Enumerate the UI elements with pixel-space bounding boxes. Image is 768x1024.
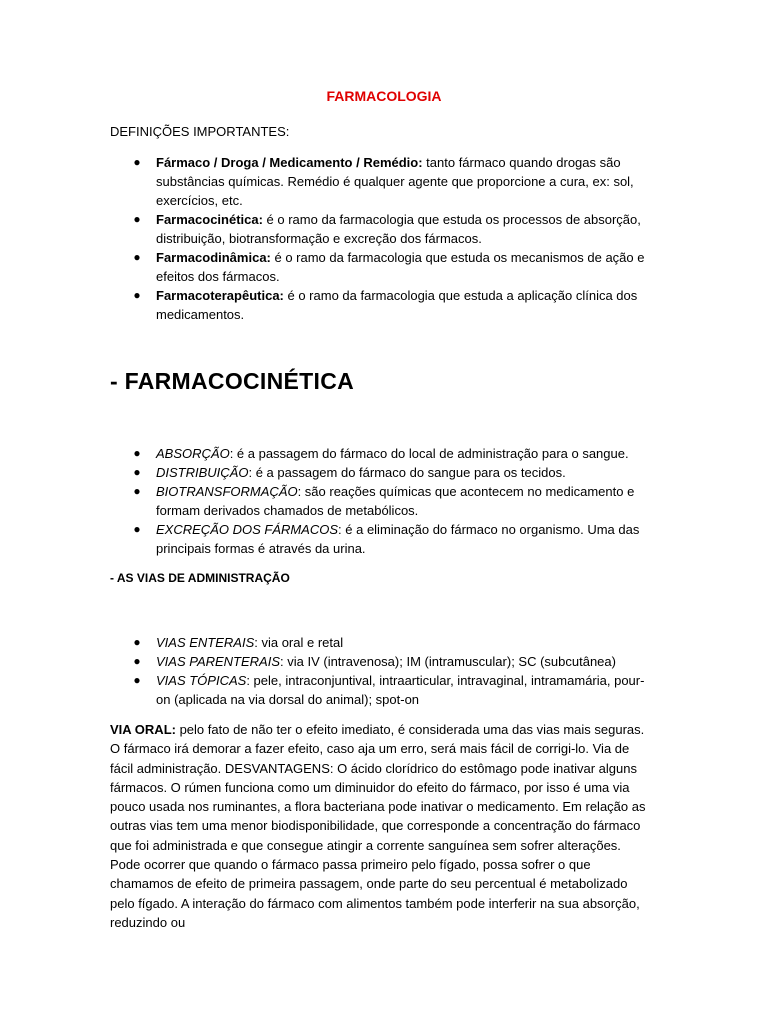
- section-heading: - FARMACOCINÉTICA: [110, 368, 355, 394]
- oral-route-paragraph: [110, 720, 652, 932]
- definitions-heading: DEFINIÇÕES IMPORTANTES:: [110, 124, 290, 139]
- definition-text: tanto fármaco quando drogas são substâncias químicas. Remédio é qualquer agente que proporcione a cura, ex: sol, exercícios, etc.: [156, 155, 634, 208]
- kinetics-text: : são reações químicas que acontecem no medicamento e formam derivados chamados de metabólicos.: [156, 484, 635, 518]
- kinetics-term: EXCREÇÃO DOS FÁRMACOS: [156, 522, 339, 537]
- kinetics-text: : é a passagem do fármaco do local de administração para o sangue.: [229, 446, 629, 461]
- kinetics-term: ABSORÇÃO: [156, 446, 230, 461]
- route-term: VIAS TÓPICAS: [156, 673, 247, 688]
- kinetics-text: : é a passagem do fármaco do sangue para os tecidos.: [248, 465, 566, 480]
- list-item: [130, 671, 650, 709]
- kinetics-text: : é a eliminação do fármaco no organismo. Uma das principais formas é através da urina.: [156, 522, 640, 556]
- list-item: [130, 286, 650, 324]
- bullet-icon: ●: [133, 673, 141, 687]
- route-text: : pele, intraconjuntival, intraarticular, intravaginal, intramamária, pour-on (aplicada na via dorsal do animal); spot-on: [156, 673, 645, 707]
- definitions-list: [130, 153, 650, 324]
- list-item: [130, 482, 650, 520]
- list-item: [130, 248, 650, 286]
- bullet-icon: ●: [133, 635, 141, 649]
- oral-route-text: pelo fato de não ter o efeito imediato, é considerada uma das vias mais seguras. O fármaco irá demorar a fazer efeito, caso aja um erro, será mais fácil de corrigi-lo. Via de fácil administração. DESVANTAGENS: O ácido clorídrico do estômago pode inativar alguns fármacos. O rúmen funciona como um diminuidor do efeito do fármaco, por isso é uma via pouco usada nos ruminantes, a flora bacteriana pode inativar o medicamento. Em relação as outras vias tem uma menor biodisponibilidade, que corresponde a concentração do fármaco que foi administrada e que consegue atingir a corrente sanguínea sem sofrer alterações. Pode ocorrer que quando o fármaco passa primeiro pelo fígado, possa sofrer o que chamamos de efeito de primeira passagem, onde parte do seu percentual é metabolizado pelo fígado. A interação do fármaco com alimentos também pode interferir na sua absorção, reduzindo ou: [110, 722, 646, 930]
- oral-route-term: VIA ORAL:: [110, 722, 176, 737]
- routes-list: [130, 633, 650, 709]
- route-term: VIAS PARENTERAIS: [156, 654, 281, 669]
- list-item: [130, 153, 650, 210]
- definition-term: Farmacoterapêutica:: [156, 288, 284, 303]
- definition-text: é o ramo da farmacologia que estuda os processos de absorção, distribuição, biotransformação e excreção dos fármacos.: [156, 212, 641, 246]
- bullet-icon: ●: [133, 484, 141, 498]
- list-item: [130, 520, 650, 558]
- definition-term: Farmacocinética:: [156, 212, 263, 227]
- list-item: [130, 210, 650, 248]
- list-item: [130, 633, 650, 652]
- list-item: [130, 652, 650, 671]
- bullet-icon: ●: [133, 212, 141, 226]
- route-text: : via IV (intravenosa); IM (intramuscular); SC (subcutânea): [280, 654, 616, 669]
- list-item: [130, 463, 650, 482]
- bullet-icon: ●: [133, 446, 141, 460]
- kinetics-term: DISTRIBUIÇÃO: [156, 465, 249, 480]
- bullet-icon: ●: [133, 288, 141, 302]
- bullet-icon: ●: [133, 522, 141, 536]
- kinetics-term: BIOTRANSFORMAÇÃO: [156, 484, 298, 499]
- routes-heading: - AS VIAS DE ADMINISTRAÇÃO: [110, 571, 290, 585]
- definition-text: é o ramo da farmacologia que estuda a aplicação clínica dos medicamentos.: [156, 288, 638, 322]
- bullet-icon: ●: [133, 250, 141, 264]
- definition-text: é o ramo da farmacologia que estuda os mecanismos de ação e efeitos dos fármacos.: [156, 250, 645, 284]
- route-term: VIAS ENTERAIS: [156, 635, 255, 650]
- definition-term: Fármaco / Droga / Medicamento / Remédio:: [156, 155, 423, 170]
- bullet-icon: ●: [133, 654, 141, 668]
- list-item: [130, 444, 650, 463]
- route-text: : via oral e retal: [254, 635, 344, 650]
- definition-term: Farmacodinâmica:: [156, 250, 271, 265]
- bullet-icon: ●: [133, 465, 141, 479]
- kinetics-list: [130, 444, 650, 558]
- document-title: FARMACOLOGIA: [326, 88, 442, 104]
- bullet-icon: ●: [133, 155, 141, 169]
